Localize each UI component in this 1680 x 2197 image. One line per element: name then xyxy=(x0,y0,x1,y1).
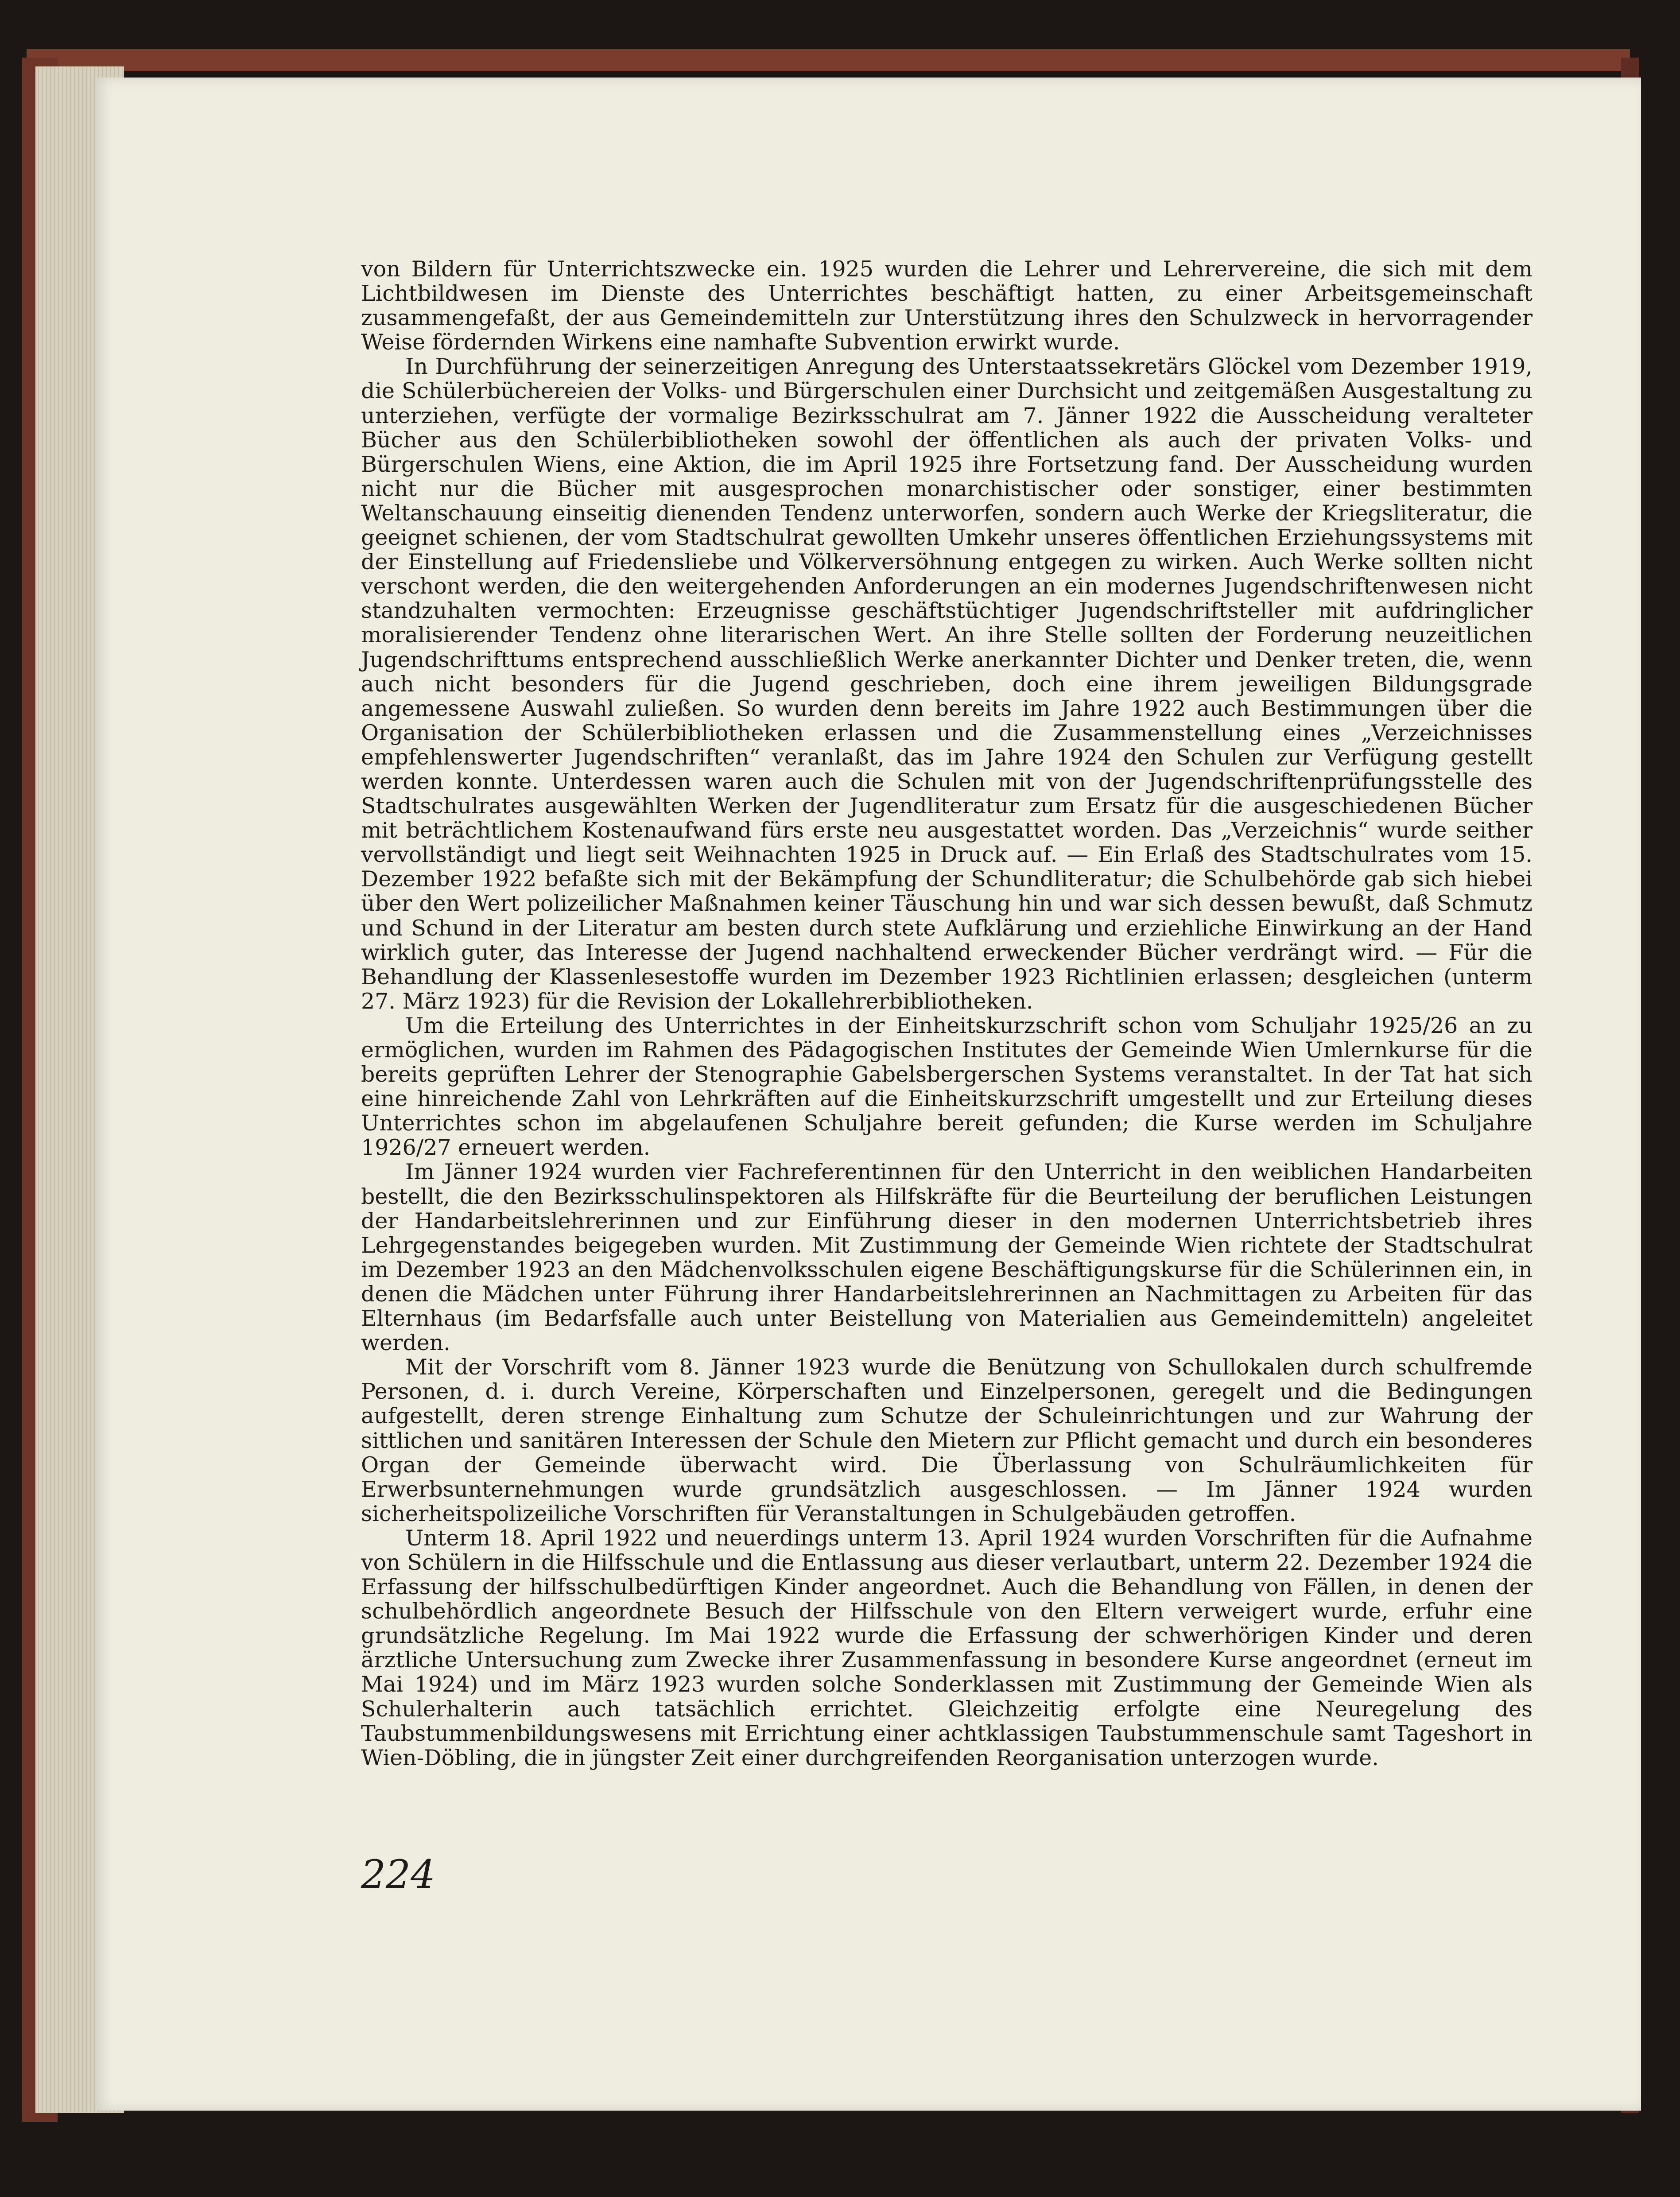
paragraph: von Bildern für Unterrichtszwecke ein. 1925 wurden die Lehrer und Lehrervereine, die sich mit dem Lichtbildwesen im Dienste des Unterrichtes beschäftigt hatten, zu einer Arbeitsgemeinschaft zusammengefaßt, der aus Gemeindemitteln zur Unterstützung ihres den Schulzweck in hervorragender Weise fördernden Wirkens eine namhafte Subvention erwirkt wurde. xyxy=(361,256,1533,355)
paragraph: Im Jänner 1924 wurden vier Fachreferentinnen für den Unterricht in den weiblichen Handarbeiten bestellt, die den Bezirksschulinspektoren als Hilfskräfte für die Beurteilung der beruflichen Leistungen der Handarbeitslehrerinnen und zur Einführung dieser in den modernen Unterrichtsbetrieb ihres Lehrgegenstandes beigegeben wurden. Mit Zustimmung der Gemeinde Wien richtete der Stadtschulrat im Dezember 1923 an den Mädchenvolksschulen eigene Beschäftigungskurse für die Schülerinnen ein, in denen die Mädchen unter Führung ihrer Handarbeitslehrerinnen an Nachmittagen zu Arbeiten für das Elternhaus (im Bedarfsfalle auch unter Beistellung von Materialien aus Gemeindemitteln) angeleitet werden. xyxy=(361,1159,1533,1356)
paragraph: Unterm 18. April 1922 und neuerdings unterm 13. April 1924 wurden Vorschriften für die Aufnahme von Schülern in die Hilfsschule und die Entlassung aus dieser verlautbart, unterm 22. Dezember 1924 die Erfassung der hilfsschulbedürftigen Kinder angeordnet. Auch die Behandlung von Fällen, in denen der schulbehördlich angeordnete Besuch der Hilfsschule von den Eltern verweigert wurde, erfuhr eine grundsätzliche Regelung. Im Mai 1922 wurde die Erfassung der schwerhörigen Kinder und deren ärztliche Untersuchung zum Zwecke ihrer Zusammenfassung in besondere Kurse angeordnet (erneut im Mai 1924) und im März 1923 wurden solche Sonderklassen mit Zustimmung der Gemeinde Wien als Schulerhalterin auch tatsächlich errichtet. Gleichzeitig erfolgte eine Neuregelung des Taubstummenbildungswesens mit Errichtung einer achtklassigen Taubstummenschule samt Tageshort in Wien-Döbling, die in jüngster Zeit einer durchgreifenden Reorganisation unterzogen wurde. xyxy=(361,1525,1533,1770)
body-text xyxy=(361,256,1533,1770)
book-cover-top-edge xyxy=(27,49,1630,71)
paragraph: In Durchführung der seinerzeitigen Anregung des Unterstaatssekretärs Glöckel vom Dezember 1919, die Schülerbüchereien der Volks- und Bürgerschulen einer Durchsicht und zeitgemäßen Ausgestaltung zu unterziehen, verfügte der vormalige Bezirksschulrat am 7. Jänner 1922 die Ausscheidung veralteter Bücher aus den Schülerbibliotheken sowohl der öffentlichen als auch der privaten Volks- und Bürgerschulen Wiens, eine Aktion, die im April 1925 ihre Fortsetzung fand. Der Ausscheidung wurden nicht nur die Bücher mit ausgesprochen monarchistischer oder sonstiger, einer bestimmten Weltanschauung einseitig dienenden Tendenz unterworfen, sondern auch Werke der Kriegsliteratur, die geeignet schienen, der vom Stadtschulrat gewollten Umkehr unseres öffentlichen Erziehungssystems mit der Einstellung auf Friedensliebe und Völkerversöhnung entgegen zu wirken. Auch Werke sollten nicht verschont werden, die den weitergehenden Anforderungen an ein modernes Jugendschriftenwesen nicht standzuhalten vermochten: Erzeugnisse geschäftstüchtiger Jugendschriftsteller mit aufdringlicher moralisierender Tendenz ohne literarischen Wert. An ihre Stelle sollten der Forderung neuzeitlichen Jugendschrifttums entsprechend ausschließlich Werke anerkannter Dichter und Denker treten, die, wenn auch nicht besonders für die Jugend geschrieben, doch eine ihrem jeweiligen Bildungsgrade angemessene Auswahl zuließen. So wurden denn bereits im Jahre 1922 auch Bestimmungen über die Organisation der Schülerbibliotheken erlassen und die Zusammenstellung eines „Verzeichnisses empfehlenswerter Jugendschriften“ veranlaßt, das im Jahre 1924 den Schulen zur Verfügung gestellt werden konnte. Unterdessen waren auch die Schulen mit von der Jugendschriftenprüfungsstelle des Stadtschulrates ausgewählten Werken der Jugendliteratur zum Ersatz für die ausgeschiedenen Bücher mit beträchtlichem Kostenaufwand fürs erste neu ausgestattet worden. Das „Verzeichnis“ wurde seither vervollständigt und liegt seit Weihnachten 1925 in Druck auf. — Ein Erlaß des Stadtschulrates vom 15. Dezember 1922 befaßte sich mit der Bekämpfung der Schundliteratur; die Schulbehörde gab sich hiebei über den Wert polizeilicher Maßnahmen keiner Täuschung hin und war sich dessen bewußt, daß Schmutz und Schund in der Literatur am besten durch stete Aufklärung und erziehliche Einwirkung an der Hand wirklich guter, das Interesse der Jugend nachhaltend erweckender Bücher verdrängt wird. — Für die Behandlung der Klassenlesestoffe wurden im Dezember 1923 Richtlinien erlassen; desgleichen (unterm 27. März 1923) für die Revision der Lokallehrerbibliotheken. xyxy=(361,354,1533,1014)
paragraph: Mit der Vorschrift vom 8. Jänner 1923 wurde die Benützung von Schullokalen durch schulfremde Personen, d. i. durch Vereine, Körperschaften und Einzelpersonen, geregelt und die Bedingungen aufgestellt, deren strenge Einhaltung zum Schutze der Schuleinrichtungen und zur Wahrung der sittlichen und sanitären Interessen der Schule den Mietern zur Pflicht gemacht und durch ein besonderes Organ der Gemeinde überwacht wird. Die Überlassung von Schulräumlichkeiten für Erwerbsunternehmungen wurde grundsätzlich ausgeschlossen. — Im Jänner 1924 wurden sicherheitspolizeiliche Vorschriften für Veranstaltungen in Schulgebäuden getroffen. xyxy=(361,1355,1533,1526)
paragraph: Um die Erteilung des Unterrichtes in der Einheitskurzschrift schon vom Schuljahr 1925/26 an zu ermöglichen, wurden im Rahmen des Pädagogischen Institutes der Gemeinde Wien Umlernkurse für die bereits geprüften Lehrer der Stenographie Gabelsbergerschen Systems veranstaltet. In der Tat hat sich eine hinreichende Zahl von Lehrkräften auf die Einheitskurzschrift umgestellt und zur Erteilung dieses Unterrichtes schon im abgelaufenen Schuljahre bereit gefunden; die Kurse werden im Schuljahre 1926/27 erneuert werden. xyxy=(361,1013,1533,1161)
page-number: 224 xyxy=(361,1852,435,1897)
